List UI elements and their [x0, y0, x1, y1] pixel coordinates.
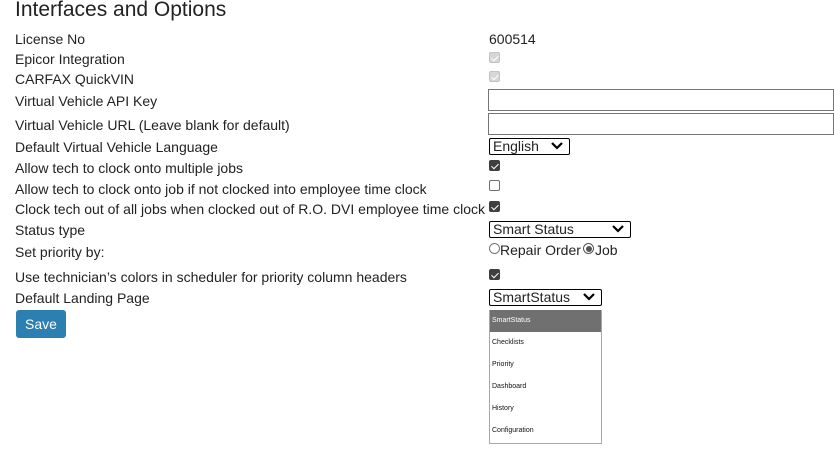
clock-out-all-checkbox[interactable]	[489, 201, 500, 212]
radio-job[interactable]	[583, 243, 594, 254]
epicor-checkbox	[489, 52, 500, 63]
multi-jobs-checkbox[interactable]	[489, 160, 500, 171]
status-type-select[interactable]	[489, 221, 631, 238]
license-label: License No	[15, 31, 86, 47]
landing-page-dropdown-list	[489, 310, 602, 444]
no-timeclock-checkbox[interactable]	[489, 180, 500, 191]
page-title: Interfaces and Options	[15, 0, 227, 21]
radio-job-label: Job	[595, 242, 618, 258]
radio-repair-order[interactable]	[489, 243, 500, 254]
epicor-label: Epicor Integration	[15, 51, 125, 67]
landing-page-value: SmartStatus	[493, 289, 571, 305]
save-button[interactable]: Save	[16, 310, 66, 338]
vv-api-key-label: Virtual Vehicle API Key	[15, 93, 158, 109]
chevron-down-icon	[582, 292, 596, 302]
dropdown-option-checklists[interactable]: Checklists	[492, 339, 524, 346]
vv-url-label: Virtual Vehicle URL (Leave blank for default)	[15, 117, 290, 133]
license-value: 600514	[489, 31, 536, 47]
vv-language-value: English	[493, 138, 539, 154]
carfax-checkbox	[489, 71, 500, 82]
tech-colors-label: Use technician’s colors in scheduler for priority column headers	[15, 269, 407, 285]
priority-by-label: Set priority by:	[15, 244, 105, 260]
vv-language-label: Default Virtual Vehicle Language	[15, 139, 218, 155]
carfax-label: CARFAX QuickVIN	[15, 71, 135, 87]
no-timeclock-label: Allow tech to clock onto job if not clocked into employee time clock	[15, 181, 427, 197]
landing-page-label: Default Landing Page	[15, 290, 150, 306]
clock-out-all-label: Clock tech out of all jobs when clocked out of R.O. DVI employee time clock	[15, 201, 485, 217]
vv-language-select[interactable]	[489, 138, 570, 155]
dropdown-option-configuration[interactable]: Configuration	[492, 427, 534, 434]
multi-jobs-label: Allow tech to clock onto multiple jobs	[15, 160, 243, 176]
landing-page-select[interactable]	[489, 289, 602, 306]
dropdown-option-priority[interactable]: Priority	[492, 361, 514, 368]
dropdown-option-smartstatus[interactable]: SmartStatus	[490, 310, 601, 332]
radio-repair-order-label: Repair Order	[500, 242, 581, 258]
vv-api-key-input[interactable]	[488, 89, 834, 111]
status-type-label: Status type	[15, 222, 86, 238]
chevron-down-icon	[611, 224, 625, 234]
dropdown-option-dashboard[interactable]: Dashboard	[492, 383, 527, 390]
vv-url-input[interactable]	[488, 113, 834, 135]
dropdown-option-history[interactable]: History	[492, 405, 514, 412]
tech-colors-checkbox[interactable]	[489, 269, 500, 280]
chevron-down-icon	[550, 141, 564, 151]
status-type-value: Smart Status	[493, 221, 574, 237]
